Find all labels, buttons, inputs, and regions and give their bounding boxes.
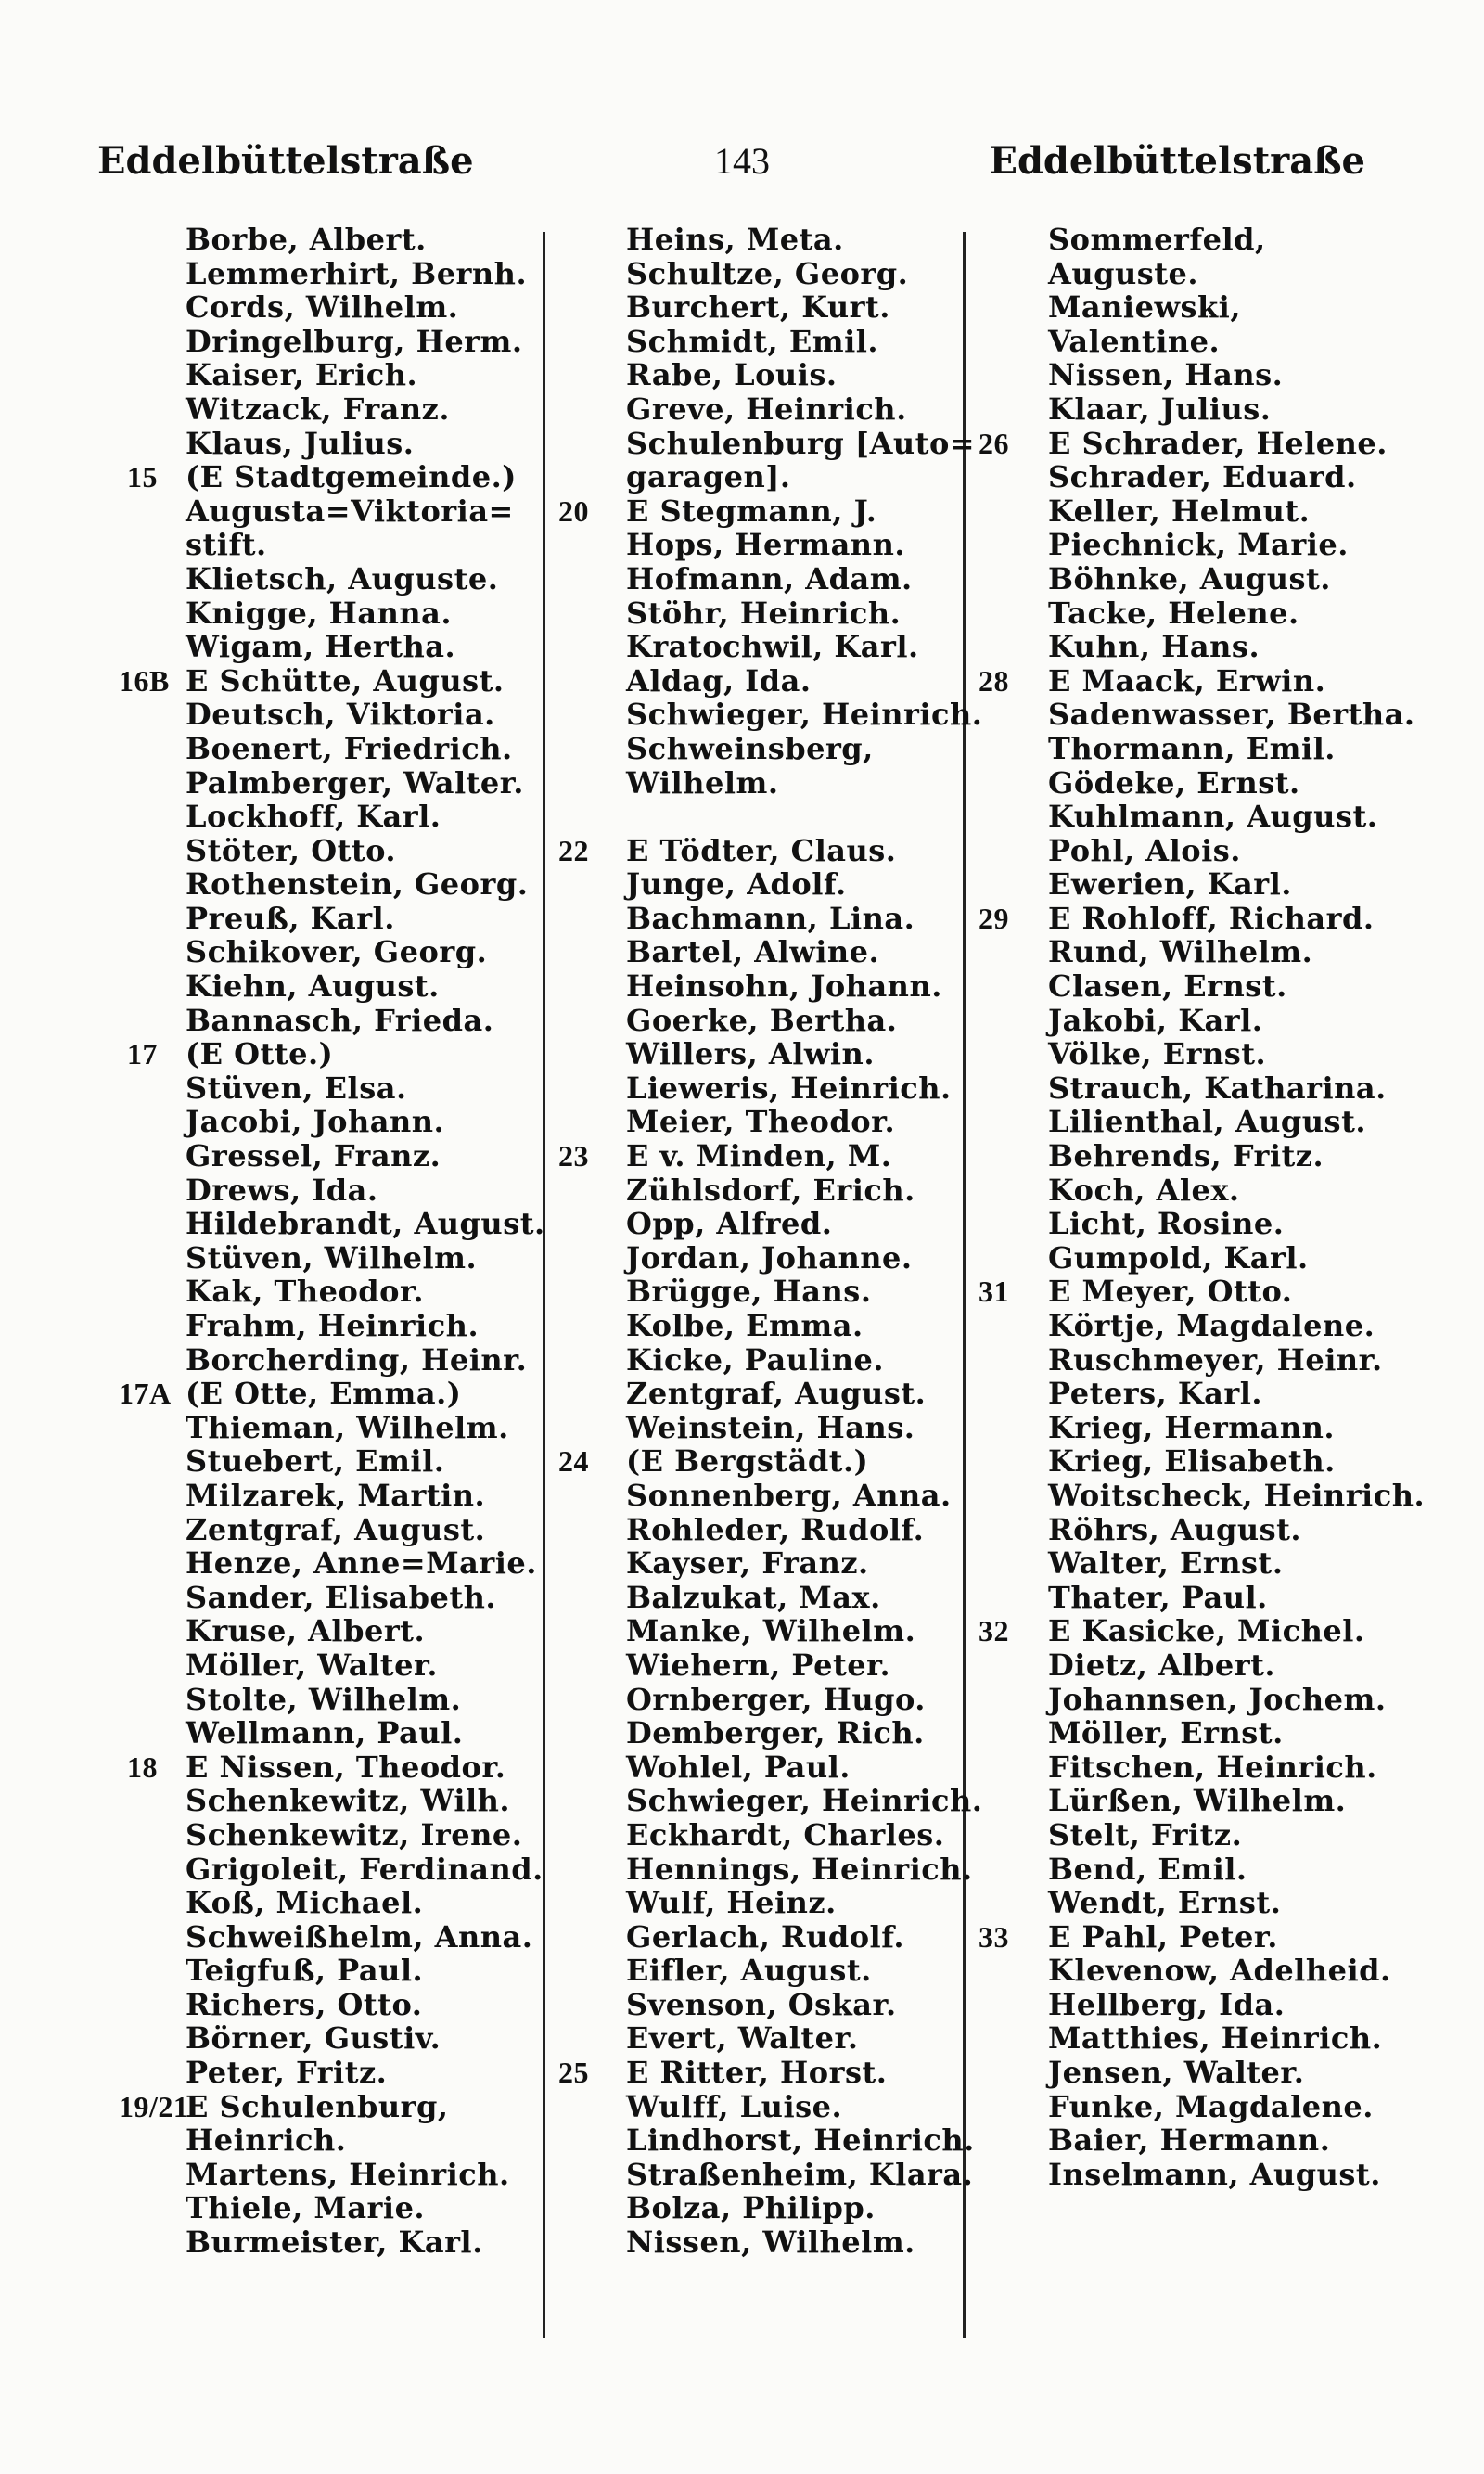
resident-entry: Klaar, Julius. bbox=[1048, 391, 1272, 427]
resident-entry: Walter, Ernst. bbox=[1048, 1545, 1284, 1582]
resident-entry: Henze, Anne=Marie. bbox=[186, 1545, 537, 1582]
resident-entry: Frahm, Heinrich. bbox=[186, 1308, 480, 1343]
resident-entry: Tacke, Helene. bbox=[1048, 595, 1299, 631]
house-number: 33 bbox=[979, 1919, 1009, 1954]
resident-entry: Rothenstein, Georg. bbox=[186, 866, 529, 903]
resident-entry: Schultze, Georg. bbox=[626, 255, 909, 291]
resident-entry: Junge, Adolf. bbox=[626, 866, 847, 903]
resident-entry: Stüven, Elsa. bbox=[186, 1070, 407, 1106]
resident-entry: Witzack, Franz. bbox=[186, 391, 450, 427]
resident-entry: Kuhlmann, August. bbox=[1048, 799, 1378, 835]
resident-entry: Heinsohn, Johann. bbox=[626, 968, 942, 1005]
resident-entry: Wellmann, Paul. bbox=[186, 1715, 464, 1751]
resident-entry: Böhnke, August. bbox=[1048, 560, 1331, 596]
resident-entry: Eckhardt, Charles. bbox=[626, 1816, 945, 1852]
resident-entry: Lilienthal, August. bbox=[1048, 1104, 1366, 1140]
resident-entry: Borbe, Albert. bbox=[186, 222, 427, 257]
resident-entry: Straßenheim, Klara. bbox=[626, 2156, 974, 2192]
house-number: 29 bbox=[979, 901, 1009, 935]
resident-entry: Aldag, Ida. bbox=[626, 662, 812, 699]
resident-entry: Möller, Ernst. bbox=[1048, 1715, 1284, 1751]
resident-entry: Thormann, Emil. bbox=[1048, 730, 1336, 766]
resident-entry: E Schulenburg, bbox=[186, 2088, 449, 2124]
resident-entry: Peters, Karl. bbox=[1048, 1376, 1263, 1412]
resident-entry: Bend, Emil. bbox=[1048, 1851, 1247, 1887]
resident-entry: Deutsch, Viktoria. bbox=[186, 697, 495, 733]
resident-entry: Bolza, Philipp. bbox=[626, 2190, 876, 2226]
resident-entry: Opp, Alfred. bbox=[626, 1206, 833, 1242]
resident-entry: Milzarek, Martin. bbox=[186, 1477, 486, 1513]
resident-entry: Jensen, Walter. bbox=[1048, 2055, 1305, 2091]
resident-entry: stift. bbox=[186, 527, 267, 563]
resident-entry: Dringelburg, Herm. bbox=[186, 323, 523, 359]
house-number: 15 bbox=[127, 460, 158, 494]
house-number: 26 bbox=[979, 426, 1009, 460]
resident-entry: Augusta=Viktoria= bbox=[186, 493, 514, 529]
house-number: 19/21 bbox=[119, 2089, 189, 2123]
resident-entry: Hofmann, Adam. bbox=[626, 560, 913, 596]
resident-entry: Valentine. bbox=[1048, 323, 1221, 359]
resident-entry: Matthies, Heinrich. bbox=[1048, 2020, 1383, 2057]
resident-entry: Svenson, Oskar. bbox=[626, 1986, 897, 2022]
resident-entry: Nissen, Wilhelm. bbox=[626, 2224, 915, 2261]
resident-entry: (E Otte, Emma.) bbox=[186, 1376, 462, 1412]
house-number: 24 bbox=[558, 1444, 589, 1479]
resident-entry: Kayser, Franz. bbox=[626, 1545, 869, 1582]
resident-entry: E Tödter, Claus. bbox=[626, 832, 897, 868]
resident-entry: Wendt, Ernst. bbox=[1048, 1885, 1282, 1921]
resident-entry: (E Bergstädt.) bbox=[626, 1443, 869, 1480]
resident-entry: Stolte, Wilhelm. bbox=[186, 1681, 462, 1717]
resident-entry: Eifler, August. bbox=[626, 1953, 872, 1989]
resident-entry: Schweißhelm, Anna. bbox=[186, 1918, 533, 1955]
resident-entry: Kuhn, Hans. bbox=[1048, 629, 1260, 665]
resident-entry: Auguste. bbox=[1048, 255, 1199, 291]
resident-entry: Sander, Elisabeth. bbox=[186, 1579, 497, 1615]
resident-entry: Clasen, Ernst. bbox=[1048, 968, 1287, 1005]
resident-entry: Schulenburg [Auto= bbox=[626, 425, 976, 461]
resident-entry: Licht, Rosine. bbox=[1048, 1206, 1285, 1242]
resident-entry: Kaiser, Erich. bbox=[186, 357, 418, 393]
resident-entry: E Schütte, August. bbox=[186, 662, 505, 699]
resident-entry: Stüven, Wilhelm. bbox=[186, 1239, 478, 1275]
resident-entry: Schweinsberg, bbox=[626, 730, 874, 766]
resident-entry: Zühlsdorf, Erich. bbox=[626, 1172, 915, 1208]
house-number: 25 bbox=[558, 2056, 589, 2090]
resident-entry: E Stegmann, J. bbox=[626, 493, 877, 529]
resident-entry: Kicke, Pauline. bbox=[626, 1341, 885, 1378]
resident-entry: Schwieger, Heinrich. bbox=[626, 697, 983, 733]
street-title-right: Eddelbüttelstraße bbox=[989, 139, 1365, 183]
resident-entry: E Maack, Erwin. bbox=[1048, 662, 1326, 699]
house-number: 23 bbox=[558, 1139, 589, 1173]
resident-entry: Baier, Hermann. bbox=[1048, 2122, 1331, 2159]
house-number: 17 bbox=[127, 1037, 158, 1071]
resident-entry: Schenkewitz, Wilh. bbox=[186, 1783, 511, 1819]
resident-entry: Dietz, Albert. bbox=[1048, 1647, 1275, 1683]
resident-entry: Brügge, Hans. bbox=[626, 1274, 872, 1310]
resident-entry: Zentgraf, August. bbox=[626, 1376, 927, 1412]
resident-entry: Nissen, Hans. bbox=[1048, 357, 1284, 393]
resident-entry: Teigfuß, Paul. bbox=[186, 1953, 424, 1989]
resident-entry: Sommerfeld, bbox=[1048, 222, 1266, 257]
house-number: 17A bbox=[119, 1377, 172, 1411]
resident-entry: Wiehern, Peter. bbox=[626, 1647, 891, 1683]
house-number: 18 bbox=[127, 1750, 158, 1784]
resident-entry: E Schrader, Helene. bbox=[1048, 425, 1388, 461]
resident-entry: Rohleder, Rudolf. bbox=[626, 1511, 925, 1547]
resident-entry: Rund, Wilhelm. bbox=[1048, 934, 1313, 970]
resident-entry: Gressel, Franz. bbox=[186, 1138, 441, 1174]
column-divider-left bbox=[543, 232, 545, 2338]
house-number: 31 bbox=[979, 1275, 1009, 1309]
resident-entry: Kolbe, Emma. bbox=[626, 1308, 864, 1343]
resident-entry: Lindhorst, Heinrich. bbox=[626, 2122, 975, 2159]
house-number: 28 bbox=[979, 663, 1009, 698]
resident-entry: Peter, Fritz. bbox=[186, 2055, 388, 2091]
resident-entry: Krieg, Hermann. bbox=[1048, 1409, 1336, 1445]
resident-entry: Gödeke, Ernst. bbox=[1048, 764, 1300, 801]
resident-entry: Zentgraf, August. bbox=[186, 1511, 486, 1547]
resident-entry: Pohl, Alois. bbox=[1048, 832, 1241, 868]
resident-entry: Sonnenberg, Anna. bbox=[626, 1477, 952, 1513]
resident-entry: Lürßen, Wilhelm. bbox=[1048, 1783, 1347, 1819]
resident-entry: Burmeister, Karl. bbox=[186, 2224, 483, 2261]
resident-entry: Kiehn, August. bbox=[186, 968, 440, 1005]
resident-entry: Jakobi, Karl. bbox=[1048, 1002, 1263, 1038]
resident-entry: Lockhoff, Karl. bbox=[186, 799, 441, 835]
resident-entry: Meier, Theodor. bbox=[626, 1104, 896, 1140]
resident-entry: Bachmann, Lina. bbox=[626, 900, 915, 936]
resident-entry: Klietsch, Auguste. bbox=[186, 560, 499, 596]
resident-entry: Piechnick, Marie. bbox=[1048, 527, 1349, 563]
resident-entry: Thiele, Marie. bbox=[186, 2190, 426, 2226]
resident-entry: (E Stadtgemeinde.) bbox=[186, 459, 517, 495]
resident-entry: Heins, Meta. bbox=[626, 222, 844, 257]
resident-entry: Stuebert, Emil. bbox=[186, 1443, 445, 1480]
resident-entry: Schrader, Eduard. bbox=[1048, 459, 1357, 495]
resident-entry: Gerlach, Rudolf. bbox=[626, 1918, 904, 1955]
resident-entry: Lemmerhirt, Bernh. bbox=[186, 255, 528, 291]
resident-entry: Ornberger, Hugo. bbox=[626, 1681, 926, 1717]
resident-entry: E Meyer, Otto. bbox=[1048, 1274, 1293, 1310]
resident-entry: garagen]. bbox=[626, 459, 791, 495]
resident-entry: Inselmann, August. bbox=[1048, 2156, 1381, 2192]
resident-entry: Ewerien, Karl. bbox=[1048, 866, 1292, 903]
resident-entry: Jordan, Johanne. bbox=[626, 1239, 913, 1275]
resident-entry: Klaus, Julius. bbox=[186, 425, 415, 461]
resident-entry: Maniewski, bbox=[1048, 289, 1241, 326]
resident-entry: Rabe, Louis. bbox=[626, 357, 838, 393]
resident-entry: Wigam, Hertha. bbox=[186, 629, 456, 665]
resident-entry: Klevenow, Adelheid. bbox=[1048, 1953, 1391, 1989]
resident-entry: Woitscheck, Heinrich. bbox=[1048, 1477, 1426, 1513]
resident-entry: Bannasch, Frieda. bbox=[186, 1002, 494, 1038]
resident-entry: E Rohloff, Richard. bbox=[1048, 900, 1375, 936]
resident-entry: Fitschen, Heinrich. bbox=[1048, 1749, 1377, 1785]
resident-entry: Funke, Magdalene. bbox=[1048, 2088, 1374, 2124]
resident-entry: Sadenwasser, Bertha. bbox=[1048, 697, 1415, 733]
resident-entry: Schmidt, Emil. bbox=[626, 323, 879, 359]
resident-entry: Koch, Alex. bbox=[1048, 1172, 1240, 1208]
resident-entry: Stöter, Otto. bbox=[186, 832, 397, 868]
resident-entry: Burchert, Kurt. bbox=[626, 289, 890, 326]
resident-entry: Wulf, Heinz. bbox=[626, 1885, 837, 1921]
resident-entry: Thater, Paul. bbox=[1048, 1579, 1268, 1615]
resident-entry: Heinrich. bbox=[186, 2122, 347, 2159]
resident-entry: Johannsen, Jochem. bbox=[1048, 1681, 1387, 1717]
resident-entry: Weinstein, Hans. bbox=[626, 1409, 915, 1445]
resident-entry: Bartel, Alwine. bbox=[626, 934, 880, 970]
resident-entry: Wulff, Luise. bbox=[626, 2088, 843, 2124]
resident-entry: Schenkewitz, Irene. bbox=[186, 1816, 523, 1852]
house-number: 22 bbox=[558, 833, 589, 867]
resident-entry: E Kasicke, Michel. bbox=[1048, 1613, 1365, 1649]
page-header bbox=[0, 139, 1484, 195]
resident-entry: Lieweris, Heinrich. bbox=[626, 1070, 952, 1106]
resident-entry: Strauch, Katharina. bbox=[1048, 1070, 1387, 1106]
resident-entry: Schwieger, Heinrich. bbox=[626, 1783, 983, 1819]
resident-entry: Krieg, Elisabeth. bbox=[1048, 1443, 1336, 1480]
resident-entry: Manke, Wilhelm. bbox=[626, 1613, 916, 1649]
resident-entry: Greve, Heinrich. bbox=[626, 391, 907, 427]
resident-entry: Stöhr, Heinrich. bbox=[626, 595, 902, 631]
resident-entry: Boenert, Friedrich. bbox=[186, 730, 513, 766]
resident-entry: Thieman, Wilhelm. bbox=[186, 1409, 509, 1445]
house-number: 20 bbox=[558, 494, 589, 528]
resident-entry: Hops, Hermann. bbox=[626, 527, 905, 563]
resident-entry: Grigoleit, Ferdinand. bbox=[186, 1851, 544, 1887]
house-number: 32 bbox=[979, 1614, 1009, 1648]
resident-entry: Kak, Theodor. bbox=[186, 1274, 425, 1310]
resident-entry: E Nissen, Theodor. bbox=[186, 1749, 506, 1785]
resident-entry: Koß, Michael. bbox=[186, 1885, 424, 1921]
resident-entry: Gumpold, Karl. bbox=[1048, 1239, 1309, 1275]
page-number: 143 bbox=[714, 140, 770, 182]
resident-entry: Wohlel, Paul. bbox=[626, 1749, 851, 1785]
resident-entry: Wilhelm. bbox=[626, 764, 779, 801]
resident-entry: Willers, Alwin. bbox=[626, 1036, 875, 1072]
resident-entry: Völke, Ernst. bbox=[1048, 1036, 1267, 1072]
resident-entry: Röhrs, August. bbox=[1048, 1511, 1302, 1547]
resident-entry: Cords, Wilhelm. bbox=[186, 289, 459, 326]
resident-entry: Hennings, Heinrich. bbox=[626, 1851, 973, 1887]
resident-entry: Martens, Heinrich. bbox=[186, 2156, 510, 2192]
resident-entry: Kratochwil, Karl. bbox=[626, 629, 919, 665]
resident-entry: Knigge, Hanna. bbox=[186, 595, 452, 631]
resident-entry: Goerke, Bertha. bbox=[626, 1002, 898, 1038]
resident-entry: Keller, Helmut. bbox=[1048, 493, 1311, 529]
resident-entry: E v. Minden, M. bbox=[626, 1138, 892, 1174]
resident-entry: Demberger, Rich. bbox=[626, 1715, 925, 1751]
resident-entry: Balzukat, Max. bbox=[626, 1579, 881, 1615]
resident-entry: E Ritter, Horst. bbox=[626, 2055, 888, 2091]
street-title-left: Eddelbüttelstraße bbox=[97, 139, 474, 183]
resident-entry: Behrends, Fritz. bbox=[1048, 1138, 1324, 1174]
resident-entry: Börner, Gustiv. bbox=[186, 2020, 441, 2057]
resident-entry: Preuß, Karl. bbox=[186, 900, 395, 936]
resident-entry: Palmberger, Walter. bbox=[186, 764, 524, 801]
resident-entry: Hildebrandt, August. bbox=[186, 1206, 545, 1242]
resident-entry: Jacobi, Johann. bbox=[186, 1104, 445, 1140]
resident-entry: Kruse, Albert. bbox=[186, 1613, 426, 1649]
resident-entry: Richers, Otto. bbox=[186, 1986, 423, 2022]
resident-entry: Schikover, Georg. bbox=[186, 934, 488, 970]
resident-entry: Drews, Ida. bbox=[186, 1172, 378, 1208]
resident-entry: Borcherding, Heinr. bbox=[186, 1341, 528, 1378]
resident-entry: E Pahl, Peter. bbox=[1048, 1918, 1278, 1955]
resident-entry: Stelt, Fritz. bbox=[1048, 1816, 1243, 1852]
resident-entry: (E Otte.) bbox=[186, 1036, 334, 1072]
house-number: 16B bbox=[119, 663, 170, 698]
resident-entry: Evert, Walter. bbox=[626, 2020, 859, 2057]
resident-entry: Hellberg, Ida. bbox=[1048, 1986, 1286, 2022]
resident-entry: Möller, Walter. bbox=[186, 1647, 438, 1683]
resident-entry: Körtje, Magdalene. bbox=[1048, 1308, 1375, 1343]
resident-entry: Ruschmeyer, Heinr. bbox=[1048, 1341, 1383, 1378]
